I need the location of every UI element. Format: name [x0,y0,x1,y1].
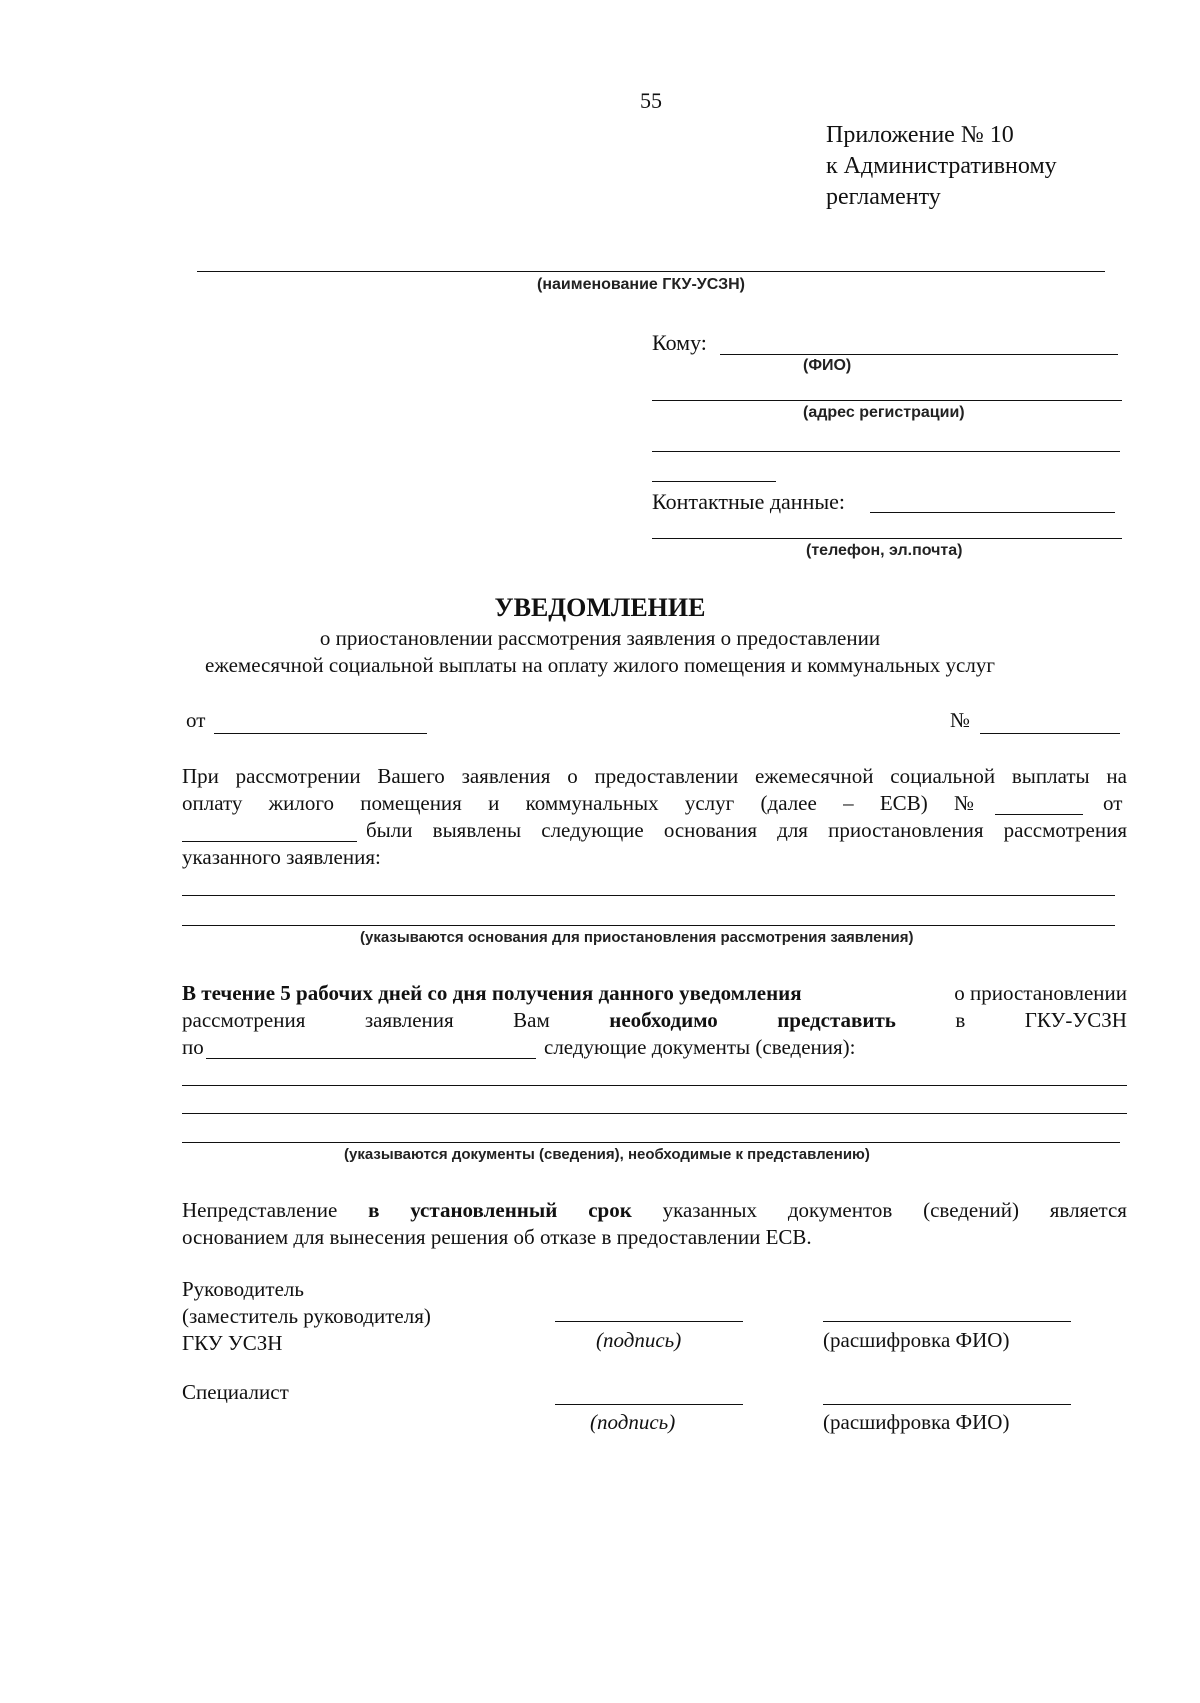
para2-line-3-rest: следующие документы (сведения): [544,1035,856,1059]
grounds-line-2 [182,925,1115,926]
subtitle-line-2: ежемесячной социальной выплаты на оплату жилого помещения и коммунальных услуг [205,653,995,677]
para2-word-5: представить [777,1008,896,1032]
head-signature-line [555,1321,743,1322]
appendix-line-1: Приложение № 10 [826,122,1014,148]
contacts-line [870,512,1115,513]
para1-date-blank [182,841,357,842]
fio-line [720,354,1118,355]
head-line-1: Руководитель [182,1277,304,1301]
org-name-line [197,271,1105,272]
para2-word-4: необходимо [609,1008,718,1032]
para2-line-2 [182,1007,1127,1033]
para2-bold-start: В течение 5 рабочих дней со дня получения данного уведомления [182,981,802,1005]
specialist-label: Специалист [182,1380,289,1404]
para3-word-2: в [368,1198,380,1222]
para3-line-2: основанием для вынесения решения об отказе в предоставлении ЕСВ. [182,1225,812,1249]
para1-number-blank [995,814,1083,815]
specialist-signature-line [555,1404,743,1405]
subtitle-line-1: о приостановлении рассмотрения заявления о предоставлении [319,626,881,650]
address-line-2 [652,451,1120,452]
para3-word-6: документов [787,1198,893,1222]
para3-word-4: срок [588,1198,632,1222]
head-line-3: ГКУ УСЗН [182,1331,283,1355]
para2-line-1 [182,980,1127,1006]
para3-line-1 [182,1197,1127,1223]
head-title [182,1276,431,1357]
address-line [652,400,1122,401]
to-label: Кому: [652,330,707,355]
para2-word-2: заявления [364,1008,454,1032]
para2-word-7: ГКУ-УСЗН [1024,1008,1127,1032]
document-title: УВЕДОМЛЕНИЕ [494,593,706,622]
para2-word-1: рассмотрения [182,1008,306,1032]
head-name-line [823,1321,1071,1322]
specialist-signature-caption: (подпись) [590,1410,676,1434]
para3-word-3: установленный [410,1198,558,1222]
para2-po: по [182,1035,204,1059]
head-signature-caption: (подпись) [596,1328,682,1352]
specialist-name-line [823,1404,1071,1405]
fio-caption: (ФИО) [803,357,852,374]
documents-line-1 [182,1085,1127,1086]
documents-line-2 [182,1113,1127,1114]
contacts-line-2 [652,538,1122,539]
grounds-line-1 [182,895,1115,896]
appendix-line-2: к Административному [826,153,1057,179]
para1-line-4: указанного заявления: [182,845,381,869]
org-name-caption: (наименование ГКУ-УСЗН) [537,276,745,293]
number-label: № [950,708,971,732]
para3-word-5: указанных [662,1198,758,1222]
para1-line-3: были выявлены следующие основания для приостановления рассмотрения [366,818,1127,842]
para3-word-7: (сведений) [923,1198,1019,1222]
date-label: от [186,708,206,732]
para3-word-1: Непредставление [182,1198,338,1222]
para2-rest: о приостановлении [954,981,1127,1005]
para2-word-6: в [955,1008,966,1032]
address-line-short [652,481,776,482]
documents-line-3 [182,1142,1120,1143]
contacts-label: Контактные данные: [652,489,845,514]
documents-caption: (указываются документы (сведения), необходимые к представлению) [344,1146,870,1163]
specialist-name-caption: (расшифровка ФИО) [823,1410,1010,1434]
address-caption: (адрес регистрации) [803,404,965,421]
para1-line-2: оплату жилого помещения и коммунальных услуг (далее – ЕСВ) № [182,791,974,815]
appendix-note [826,120,1057,213]
grounds-caption: (указываются основания для приостановления рассмотрения заявления) [360,929,914,946]
head-line-2: (заместитель руководителя) [182,1304,431,1328]
head-name-caption: (расшифровка ФИО) [823,1328,1010,1352]
number-line [980,733,1120,734]
para2-word-3: Вам [513,1008,550,1032]
para1-from: от [1103,791,1123,815]
para2-deadline-blank [206,1058,536,1059]
page-number: 55 [640,88,662,113]
contacts-caption: (телефон, эл.почта) [806,542,963,559]
date-line [214,733,427,734]
appendix-line-3: регламенту [826,184,941,210]
para1-line-1: При рассмотрении Вашего заявления о предоставлении ежемесячной социальной выплаты на [182,764,1127,788]
para3-word-8: является [1049,1198,1127,1222]
